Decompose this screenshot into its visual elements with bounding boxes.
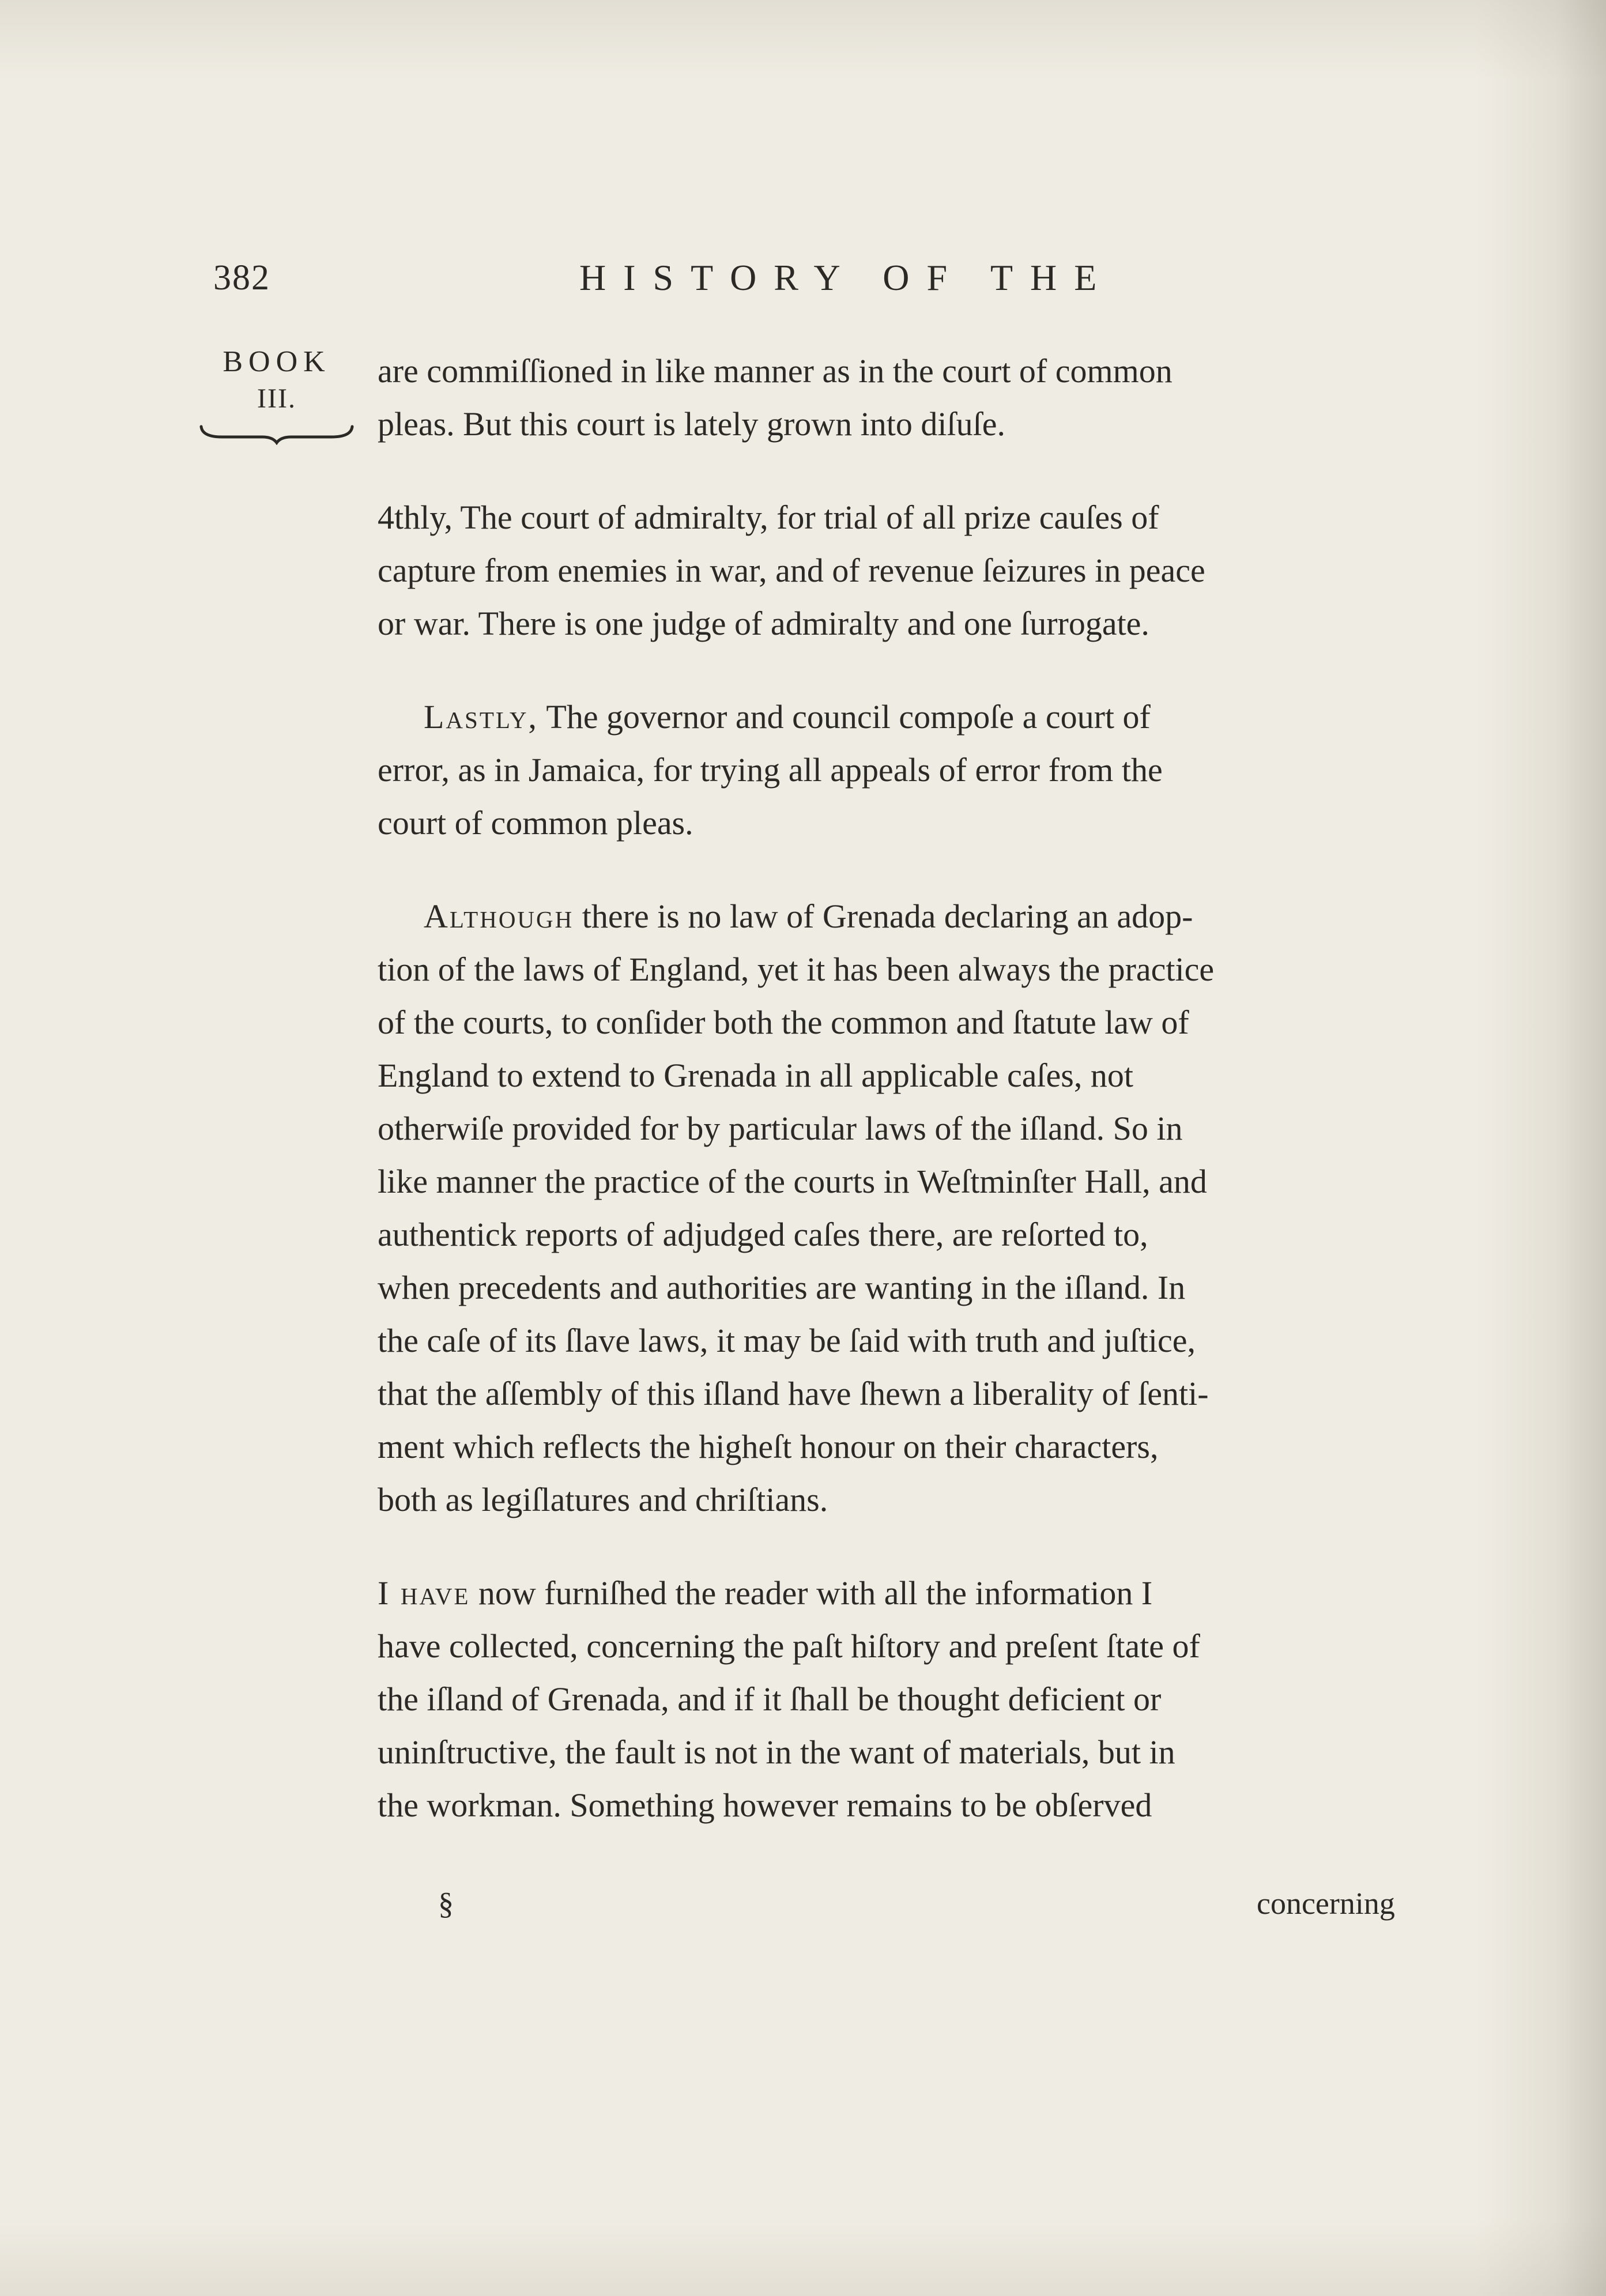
text-line: The governor and council compoſe a court of	[538, 698, 1151, 736]
catchword: concerning	[1257, 1886, 1395, 1921]
text-line: the workman. Something however remains to be obſerved	[378, 1786, 1152, 1824]
text-line: ment which reflects the higheſt honour on their characters,	[378, 1428, 1159, 1465]
text-line: when precedents and authorities are wanting in the iſland. In	[378, 1269, 1186, 1306]
text-line: tion of the laws of England, yet it has been always the practice	[378, 951, 1215, 988]
text-line: capture from enemies in war, and of revenue ſeizures in peace	[378, 552, 1205, 589]
paragraph	[378, 691, 1447, 850]
text-line: have collected, concerning the paſt hiſtory and preſent ſtate of	[378, 1627, 1200, 1665]
text-line: there is no law of Grenada declaring an adop-	[574, 898, 1193, 935]
text-line: the caſe of its ſlave laws, it may be ſaid with truth and juſtice,	[378, 1322, 1196, 1359]
paragraph-lead: 4thly, The	[378, 499, 512, 536]
margin-book-label: BOOK	[223, 345, 331, 378]
text-line: otherwiſe provided for by particular laws of the iſland. So in	[378, 1110, 1183, 1147]
margin-note	[199, 345, 355, 445]
text-line: England to extend to Grenada in all applicable caſes, not	[378, 1057, 1133, 1094]
paragraph-lead: Although	[424, 898, 574, 935]
body-text	[378, 345, 1447, 1832]
paragraph-lead: I have	[378, 1574, 470, 1612]
text-line: authentick reports of adjudged caſes there, are reſorted to,	[378, 1216, 1148, 1253]
paragraph	[378, 491, 1447, 650]
text-line: are commiſſioned in like manner as in the court of common	[378, 352, 1173, 390]
page-number: 382	[213, 258, 270, 297]
margin-volume-label: III.	[257, 383, 296, 414]
text-line: that the aſſembly of this iſland have ſhewn a liberality of ſenti-	[378, 1375, 1209, 1412]
running-head: HISTORY OF THE	[579, 257, 1114, 298]
text-line: both as legiſlatures and chriſtians.	[378, 1481, 828, 1518]
signature-mark: §	[438, 1886, 454, 1921]
paragraph-lead: Lastly,	[424, 698, 538, 736]
text-line: like manner the practice of the courts in Weſtminſter Hall, and	[378, 1163, 1207, 1200]
text-line: error, as in Jamaica, for trying all appeals of error from the	[378, 751, 1163, 789]
text-line: or war. There is one judge of admiralty and one ſurrogate.	[378, 605, 1149, 642]
text-line: now furniſhed the reader with all the information I	[470, 1574, 1153, 1612]
paragraph	[378, 345, 1447, 451]
text-line: pleas. But this court is lately grown into diſuſe.	[378, 405, 1005, 443]
text-line: uninſtructive, the fault is not in the want of materials, but in	[378, 1733, 1175, 1771]
paragraph	[378, 1567, 1447, 1832]
text-line: court of admiralty, for trial of all prize cauſes of	[512, 499, 1159, 536]
margin-brace-icon	[199, 422, 355, 445]
text-line: court of common pleas.	[378, 804, 693, 842]
paragraph	[378, 890, 1447, 1526]
text-line: of the courts, to conſider both the common and ſtatute law of	[378, 1004, 1189, 1041]
text-line: the iſland of Grenada, and if it ſhall be thought deficient or	[378, 1680, 1162, 1718]
